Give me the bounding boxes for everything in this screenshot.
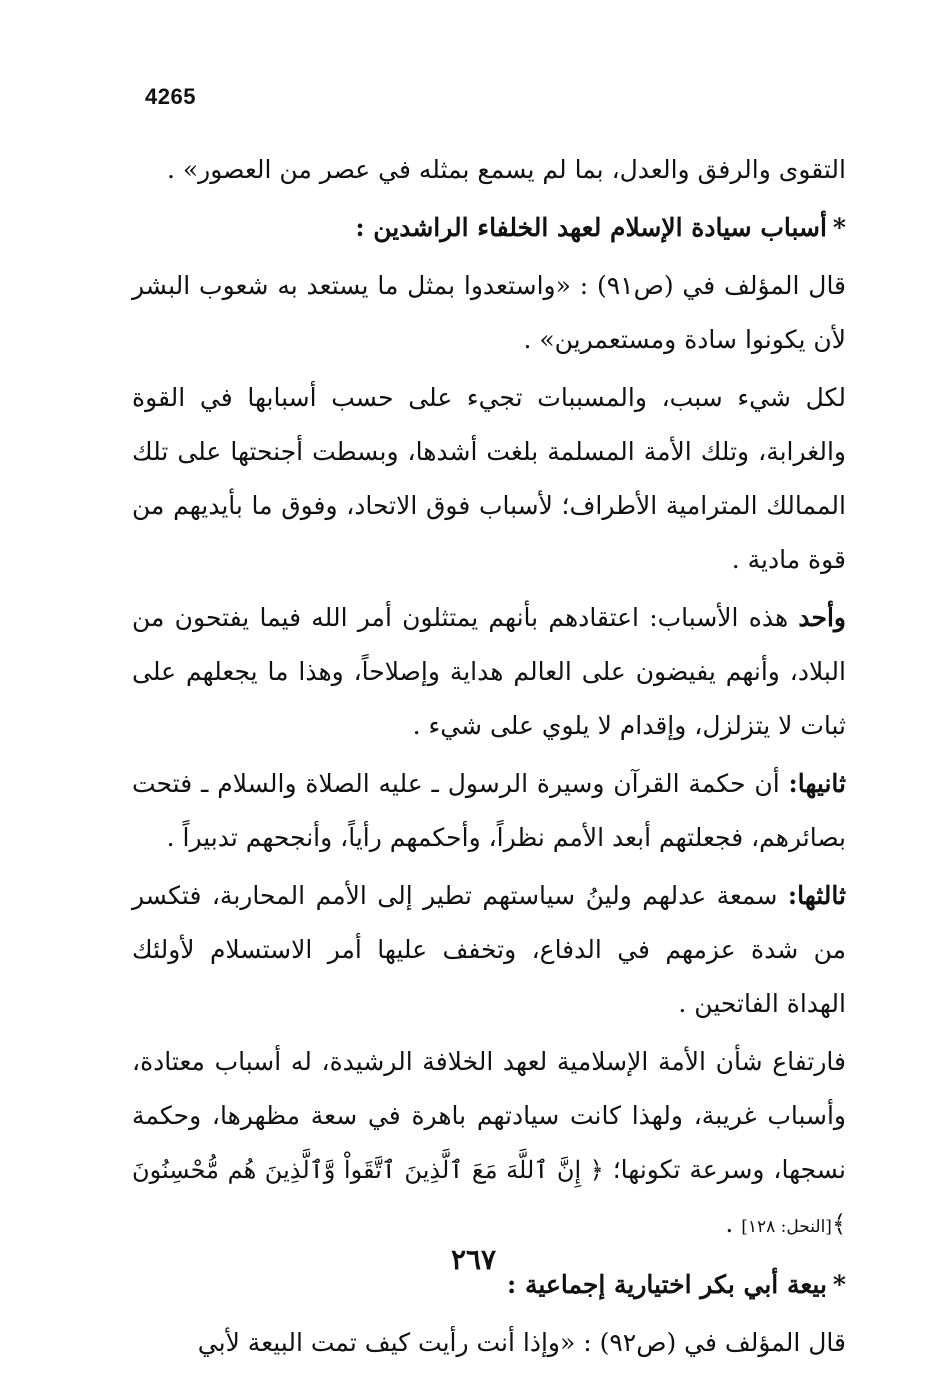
section-heading-caliphate	[132, 201, 846, 255]
paragraph-causes	[132, 371, 846, 587]
paragraph-lead-word: وأحد	[798, 603, 846, 632]
paragraph-text: التقوى والرفق والعدل، بما لم يسمع بمثله في عصر من العصور» .	[166, 155, 846, 184]
paragraph-author-quote-2	[132, 1316, 846, 1370]
paragraph-conclusion	[132, 1035, 846, 1254]
top-page-number: 4265	[145, 84, 196, 109]
paragraph-end: .	[725, 1209, 742, 1238]
paragraph-text: لكل شيء سبب، والمسببات تجيء على حسب أسبابها في القوة والغرابة، وتلك الأمة المسلمة بلغت أشدها، وبسطت أجنحتها على تلك الممالك المترامية الأطراف؛ لأسباب فوق الاتحاد، وفوق ما بأيديهم من قوة مادية .	[132, 383, 846, 574]
paragraph-lead-word: ثانيها:	[788, 769, 846, 798]
paragraph-author-quote	[132, 259, 846, 367]
paragraph-text: سمعة عدلهم ولينُ سياستهم تطير إلى الأمم المحاربة، فتكسر من شدة عزمهم في الدفاع، وتخفف عليها أمر الاستسلام لأولئك الهداة الفاتحين .	[132, 881, 846, 1018]
heading-star-marker: *	[832, 1270, 846, 1299]
heading-text: أسباب سيادة الإسلام لعهد الخلفاء الراشدين :	[355, 213, 827, 242]
paragraph-text: قال المؤلف في (ص٩٢) : «وإذا أنت رأيت كيف تمت البيعة لأبي	[197, 1328, 846, 1357]
heading-star-marker: *	[832, 213, 846, 242]
verse-reference: [النحل: ١٢٨]	[741, 1217, 832, 1237]
paragraph-first-reason	[132, 591, 846, 753]
paragraph-text: هذه الأسباب: اعتقادهم بأنهم يمتثلون أمر الله فيما يفتحون من البلاد، وأنهم يفيضون على العالم هداية وإصلاحاً، وهذا ما يجعلهم على ثبات لا يتزلزل، وإقدام لا يلوي على شيء .	[132, 603, 846, 740]
paragraph-text: أن حكمة القرآن وسيرة الرسول ـ عليه الصلاة والسلام ـ فتحت بصائرهم، فجعلتهم أبعد الأمم نظراً، وأحكمهم رأياً، وأنجحهم تدبيراً .	[132, 769, 846, 852]
paragraph-lead-word: ثالثها:	[787, 881, 846, 910]
heading-text: بيعة أبي بكر اختيارية إجماعية :	[507, 1270, 827, 1299]
paragraph-text: قال المؤلف في (ص٩١) : «واستعدوا بمثل ما يستعد به شعوب البشر لأن يكونوا سادة ومستعمرين» .	[132, 271, 847, 354]
page-number: ٢٦٧	[450, 1243, 497, 1276]
paragraph-continuation	[132, 143, 846, 197]
paragraph-second-reason	[132, 757, 846, 865]
paragraph-third-reason	[132, 869, 846, 1031]
quran-verse: ﴿ إِنَّ ٱللَّهَ مَعَ ٱلَّذِينَ ٱتَّقَواْ وَّٱلَّذِينَ هُم مُّحْسِنُونَ ﴾	[132, 1156, 846, 1238]
paragraph-text: فارتفاع شأن الأمة الإسلامية لعهد الخلافة الرشيدة، له أسباب معتادة، وأسباب غريبة، ولهذا كانت سيادتهم باهرة في سعة مظهرها، وحكمة نسجها، وسرعة تكونها؛	[132, 1047, 846, 1184]
body-text	[132, 143, 846, 1374]
